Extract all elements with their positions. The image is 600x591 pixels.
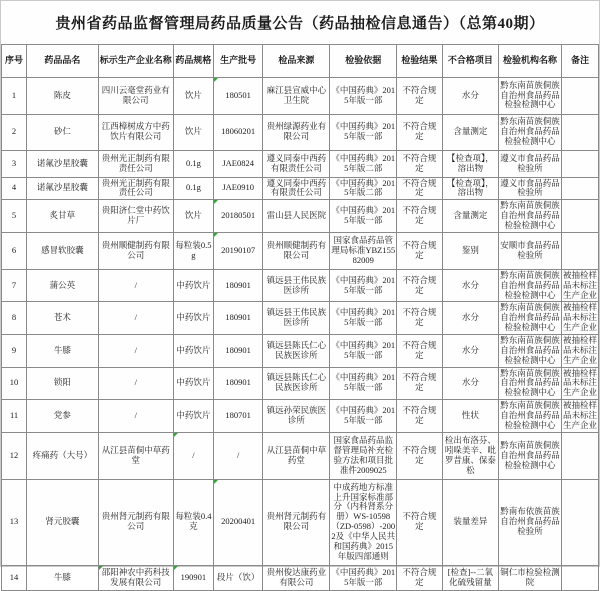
table-cell: 水分 (442, 334, 499, 367)
table-cell: 180901 (213, 367, 263, 400)
table-cell: 《中国药典》2015年版一部 (330, 367, 397, 400)
table-cell: 镇远县王伟民族医诊所 (263, 269, 330, 302)
column-header: 检品来源 (263, 44, 330, 77)
table-cell: 贵州肾元制药有限公司 (98, 479, 173, 565)
table-cell: 含量测定 (442, 114, 499, 150)
table-cell: 0.1g (173, 177, 213, 200)
table-cell: 【检查项】，溶出物 (442, 150, 499, 177)
table-cell: 炙甘草 (27, 200, 99, 233)
green-flag-icon (214, 200, 218, 204)
table-cell: 装量差异 (442, 479, 499, 565)
table-cell: 贵阳济仁堂中药饮片厂 (98, 200, 173, 233)
table-cell (561, 200, 598, 233)
table-cell: 不符合规定 (397, 177, 442, 200)
table-cell: 贵州顺健制药有限公司 (263, 232, 330, 269)
table-cell: 牛膝 (27, 334, 99, 367)
table-cell: 蒲公英 (27, 269, 99, 302)
green-flag-icon (214, 480, 218, 484)
table-cell: 鉴别 (442, 232, 499, 269)
table-cell: 贵州俊达康药业有限公司 (263, 565, 330, 590)
table-row (2, 479, 599, 565)
table-cell: 不符合规定 (397, 432, 442, 479)
column-header: 检验机构名称 (499, 44, 562, 77)
table-cell: 不符合规定 (397, 150, 442, 177)
table-cell: 不符合规定 (397, 232, 442, 269)
table-cell: 中药饮片 (173, 269, 213, 302)
table-cell: / (98, 302, 173, 335)
column-header: 生产批号 (213, 44, 263, 77)
table-row (2, 269, 599, 302)
table-cell: 镇远孙荣民族医诊所 (263, 400, 330, 433)
table-cell: [检查]--二氧化硫残留量 (442, 565, 499, 590)
table-cell: 不符合规定 (397, 565, 442, 590)
table-cell: 江西樟树成方中药饮片有限公司 (98, 114, 173, 150)
column-header: 标示生产企业名称 (98, 44, 173, 77)
table-cell: 牛膝 (27, 565, 99, 590)
table-cell: 黔东南苗族侗族自治州食品药品检验检测中心 (499, 400, 562, 433)
green-flag-icon (174, 566, 178, 570)
table-row (2, 565, 599, 590)
column-header: 序号 (2, 44, 27, 77)
table-cell: JAE0910 (213, 177, 263, 200)
table-cell: 黔东南苗族侗族自治州食品药品检验检测中心 (499, 200, 562, 233)
table-cell: 《中国药典》2015年版二部 (330, 177, 397, 200)
table-cell: / (213, 432, 263, 479)
table-cell: 遵义同泰中西药有限责任公司 (263, 177, 330, 200)
table-cell: 4 (2, 177, 27, 200)
table-cell: 疼痛药（大号） (27, 432, 99, 479)
table-cell: 砂仁 (27, 114, 99, 150)
table-cell: 锁阳 (27, 367, 99, 400)
table-cell: 13 (2, 479, 27, 565)
page-title: 贵州省药品监督管理局药品质量公告（药品抽检信息通告）（总第40期） (55, 16, 545, 32)
table-cell: 黔东南苗族侗族自治州食品药品检验检测中心 (499, 302, 562, 335)
table-cell: 国家食品药品管理局标准YBZ15582009 (330, 232, 397, 269)
table-cell: 20200401 (213, 479, 263, 565)
green-flag-icon (214, 78, 218, 82)
table-cell: / (98, 400, 173, 433)
table-row (2, 334, 599, 367)
table-cell: 0.1g (173, 150, 213, 177)
table-cell: 《中国药典》2015年版一部 (330, 565, 397, 590)
table-cell: 铜仁市检验检测院 (499, 565, 562, 590)
table-cell: 8 (2, 302, 27, 335)
table-cell: 中药饮片 (173, 400, 213, 433)
table-row (2, 200, 599, 233)
table-cell: 水分 (442, 302, 499, 335)
table-cell: 黔东南苗族侗族自治州食品药品检验检测中心 (499, 367, 562, 400)
table-cell: 镇远县陈氏仁心民族医诊所 (263, 334, 330, 367)
table-cell: 黔南布依族苗族自治州食品药品检验所 (499, 479, 562, 565)
table-row (2, 400, 599, 433)
table-cell: 不符合规定 (397, 479, 442, 565)
table-cell: 每粒装0.4克 (173, 479, 213, 565)
table-row (2, 302, 599, 335)
table-row (2, 177, 599, 200)
table-cell: 不符合规定 (397, 269, 442, 302)
green-flag-icon (174, 433, 178, 437)
table-cell: 遵义市食品药品检验所 (499, 150, 562, 177)
table-cell: 12 (2, 432, 27, 479)
table-cell: 180901 (213, 269, 263, 302)
table-cell: 1 (2, 77, 27, 114)
table-cell: 水分 (442, 269, 499, 302)
table-cell: 党参 (27, 400, 99, 433)
table-cell (561, 479, 598, 565)
table-cell: 180901 (213, 302, 263, 335)
table-cell: 不符合规定 (397, 77, 442, 114)
table-cell: 镇远县王伟民族医诊所 (263, 302, 330, 335)
column-header: 不合格项目 (442, 44, 499, 77)
table-cell: 水分 (442, 367, 499, 400)
table-cell: 每粒装0.5g (173, 232, 213, 269)
table-cell: 性状 (442, 400, 499, 433)
table-cell: 饮片 (173, 114, 213, 150)
table-cell: 邵阳神农中药科技发展有限公司 (98, 565, 173, 590)
table-cell: 黔东南苗族侗族自治州食品药品检验检测中心 (499, 334, 562, 367)
column-header: 检验结果 (397, 44, 442, 77)
table-row (2, 77, 599, 114)
table-cell: 苍术 (27, 302, 99, 335)
table-cell: 饮片 (173, 77, 213, 114)
table-cell: 10 (2, 367, 27, 400)
table-cell: 从江县苗侗中草药堂 (263, 432, 330, 479)
table-cell: 不符合规定 (397, 114, 442, 150)
green-flag-icon (99, 566, 103, 570)
table-cell: / (98, 269, 173, 302)
table-cell: / (98, 334, 173, 367)
table-cell: 20180501 (213, 200, 263, 233)
table-cell: 20190107 (213, 232, 263, 269)
table-cell: 被抽检样品未标注生产企业 (561, 269, 598, 302)
table-cell: 2 (2, 114, 27, 150)
table-cell: 饮片 (173, 200, 213, 233)
table-cell: 安顺市食品药品检验所 (499, 232, 562, 269)
table-cell: 雷山县人民医院 (263, 200, 330, 233)
table-cell: 不符合规定 (397, 302, 442, 335)
table-cell: 含量测定 (442, 200, 499, 233)
table-cell: JAE0824 (213, 150, 263, 177)
table-cell: 水分 (442, 77, 499, 114)
table-cell: 18060201 (213, 114, 263, 150)
table-cell: 中药饮片 (173, 367, 213, 400)
table-cell: 陈皮 (27, 77, 99, 114)
table-cell: 中药饮片 (173, 334, 213, 367)
table-cell: 国家食品药品监督管理局补充检验方法和项目批准件2009025 (330, 432, 397, 479)
table-cell (561, 114, 598, 150)
table-cell: / (98, 367, 173, 400)
table-cell: 中药饮片 (173, 302, 213, 335)
column-header: 备注 (561, 44, 598, 77)
table-cell: 《中国药典》2015年版一部 (330, 302, 397, 335)
table-cell: 检出布洛芬、吲哚美辛、吡罗昔康、保泰松 (442, 432, 499, 479)
table-cell: 《中国药典》2015年版一部 (330, 334, 397, 367)
table-row (2, 432, 599, 479)
table-cell: 黔东南苗族侗族自治州食品药品检验检测中心 (499, 77, 562, 114)
table-cell: 被抽检样品未标注生产企业 (561, 367, 598, 400)
table-cell: 3 (2, 150, 27, 177)
table-cell: 贵州光正制药有限责任公司 (98, 177, 173, 200)
table-cell: 《中国药典》2015年版一部 (330, 200, 397, 233)
table-cell: 麻江县宣威中心卫生院 (263, 77, 330, 114)
table-cell: 遵义同泰中西药有限责任公司 (263, 150, 330, 177)
table-cell: 180901 (213, 334, 263, 367)
table-cell: 不符合规定 (397, 334, 442, 367)
table-cell: 黔东南苗族侗族自治州食品药品检验检测中心 (499, 269, 562, 302)
table-cell: 段片（饮） (213, 565, 263, 590)
table-cell: 贵州顺健制药有限公司 (98, 232, 173, 269)
table-header (2, 44, 599, 77)
table-cell: 190901 (173, 565, 213, 590)
table-cell: 《中国药典》2015年版一部 (330, 114, 397, 150)
table-cell: 被抽检样品未标注生产企业 (561, 400, 598, 433)
table-cell: 诺氟沙星胶囊 (27, 177, 99, 200)
table-cell: 贵州肾元制药有限公司 (263, 479, 330, 565)
table-cell: 四川云毫堂药业有限公司 (98, 77, 173, 114)
table-cell: 诺氟沙星胶囊 (27, 150, 99, 177)
column-header: 药品品名 (27, 44, 99, 77)
table-cell: 中成药地方标准上升国家标准部分（内科肾系分册）WS-10598（ZD-0598）-2002及《中华人民共和国药典》2015年版四部通则 (330, 479, 397, 565)
table-cell: 《中国药典》2015年版一部 (330, 77, 397, 114)
table-cell: 不符合规定 (397, 400, 442, 433)
table-cell (561, 432, 598, 479)
header-row (2, 44, 599, 77)
table-cell: 被抽检样品未标注生产企业 (561, 302, 598, 335)
table-cell: 黔东南苗族侗族自治州食品药品检验检测中心 (499, 114, 562, 150)
table-cell: 180501 (213, 77, 263, 114)
table-cell: 【检查项】，溶出物 (442, 177, 499, 200)
table-cell (561, 77, 598, 114)
column-header: 检验依据 (330, 44, 397, 77)
drug-quality-table (1, 44, 599, 591)
table-cell: 镇远县陈氏仁心民族医诊所 (263, 367, 330, 400)
table-cell (561, 565, 598, 590)
table-cell: 肾元胶囊 (27, 479, 99, 565)
table-cell: 黔东南苗族侗族自治州食品药品检验检测中心 (499, 432, 562, 479)
table-cell: 被抽检样品未标注生产企业 (561, 334, 598, 367)
table-row (2, 114, 599, 150)
table-cell: 6 (2, 232, 27, 269)
table-row (2, 150, 599, 177)
table-cell: 9 (2, 334, 27, 367)
table-row (2, 367, 599, 400)
table-cell (561, 177, 598, 200)
green-flag-icon (214, 233, 218, 237)
table-cell: 7 (2, 269, 27, 302)
table-cell: 《中国药典》2015年版一部 (330, 400, 397, 433)
table-cell: 遵义市食品药品检验所 (499, 177, 562, 200)
table-cell: 从江县苗侗中草药堂 (98, 432, 173, 479)
table-cell: 180701 (213, 400, 263, 433)
table-cell: 贵州绿源药业有限公司 (263, 114, 330, 150)
table-cell: 11 (2, 400, 27, 433)
table-cell (561, 232, 598, 269)
table-cell: / (173, 432, 213, 479)
table-body (2, 77, 599, 590)
table-cell: 14 (2, 565, 27, 590)
column-header: 药品规格 (173, 44, 213, 77)
table-row (2, 232, 599, 269)
table-cell: 感冒软胶囊 (27, 232, 99, 269)
table-cell: 贵州光正制药有限责任公司 (98, 150, 173, 177)
table-cell: 不符合规定 (397, 367, 442, 400)
table-cell: 《中国药典》2015年版二部 (330, 150, 397, 177)
table-cell: 5 (2, 200, 27, 233)
table-cell: 不符合规定 (397, 200, 442, 233)
table-cell (561, 150, 598, 177)
table-cell: 《中国药典》2015年版一部 (330, 269, 397, 302)
